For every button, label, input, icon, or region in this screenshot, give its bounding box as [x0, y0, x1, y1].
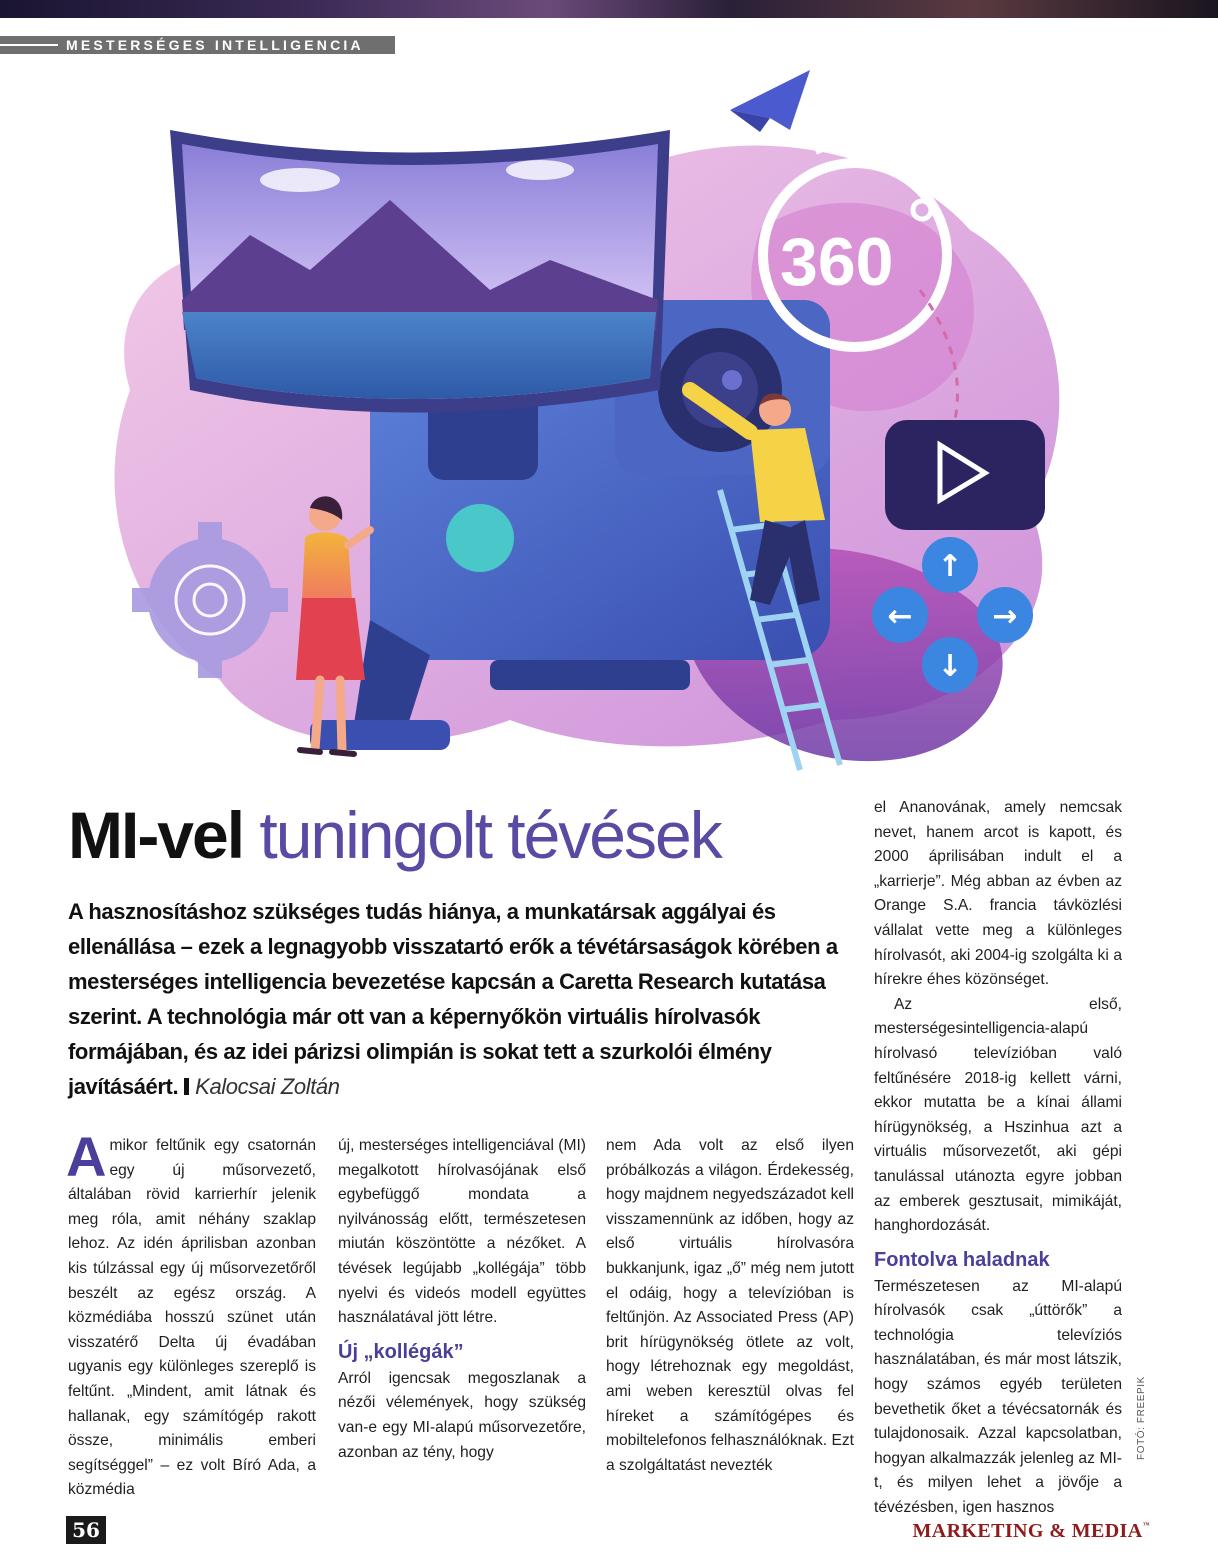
body-column-4: [874, 796, 1122, 1521]
brand-trademark: ™: [1142, 1521, 1150, 1529]
body-column-3: [606, 1134, 854, 1478]
col2-paragraph-1: új, mesterséges intelligenciával (MI) megalkotott hírolvasójának első egybefüggő mondata a nyilvánosság előtt, természetesen miután köszöntötte a nézőket. A tévések legújabb „kollégája” több nyelvi és videós modell együttes használatával jött létre.: [338, 1137, 586, 1327]
subheading-fontolva-haladnak: Fontolva haladnak: [874, 1248, 1050, 1271]
body-column-1: [66, 1125, 316, 1503]
col2-paragraph-2: Arról igencsak megoszlanak a nézői vélemények, hogy szükség van-e egy MI-alapú műsorvezetőre, azonban az tény, hogy: [338, 1369, 586, 1461]
page-number: 56: [66, 1516, 106, 1544]
section-label: MESTERSÉGES INTELLIGENCIA: [66, 37, 364, 53]
hero-illustration: [70, 60, 1150, 780]
lead-paragraph: [68, 894, 844, 1104]
badge-360: 360: [780, 224, 894, 300]
drop-cap: A: [66, 1125, 107, 1188]
col4-paragraph-2: Az első, mesterségesintelligencia-alapú hírolvasó televízióban való feltűnésére 2018-ig kellett várni, ekkor mutatta be a kínai állami hírügynökség, a Hszinhua azt a virtuális műsorvezetőt, aki gépi tanulással utánozta egyre jobban az emberek gesztusait, mimikáját, hanghordozását.: [874, 995, 1122, 1235]
body-column-2: [338, 1134, 586, 1465]
svg-text:←: ←: [887, 599, 913, 634]
byline-separator: [184, 1078, 189, 1095]
headline-light: tuningolt tévések: [259, 798, 721, 872]
svg-text:↑: ↑: [937, 549, 963, 584]
section-bar: [0, 36, 395, 54]
top-photo-strip: [0, 0, 1218, 18]
author-name: Kalocsai Zoltán: [195, 1074, 340, 1099]
brand-name: MARKETING & MEDIA: [912, 1520, 1143, 1542]
col4-paragraph-1: el Ananovának, amely nemcsak nevet, hanem arcot is kapott, és 2000 áprilisában indult el a „karrierje”. Még abban az évben az Orange S.A. francia távközlési vállalat vette meg a különleges hírolvasót, aki 2004-ig szolgálta ki a hírekre éhes közönséget.: [874, 799, 1122, 989]
col1-paragraph: mikor feltűnik egy csatornán egy új műsorvezető, általában rövid karrierhír jelenik meg róla, amit néhány szaklap lehoz. Az idén áprilisban azonban kis túlzással egy új műsorvezetőről beszélt az egész ország. A közmédiába hosszú szünet után visszatérő Delta új évadában ugyanis egy különleges szereplő is feltűnt. „Mindent, amit látnak és hallanak, egy számítógép rakott össze, minimális emberi segítséggel” – ez volt Bíró Ada, a közmédia: [68, 1137, 316, 1499]
subheading-uj-kollegak: Új „kollégák”: [338, 1340, 464, 1363]
col4-paragraph-3: Természetesen az MI-alapú hírolvasók csak „úttörők” a technológia televíziós használatában, és már most látszik, hogy számos egyéb területen bevethetik őket a tévécsatornák és tulajdonosaik. Azzal kapcsolatban, hogyan alkalmazzák jelenleg az MI-t, és milyen lehet a jövője a tévézésben, igen hasznos: [874, 1277, 1122, 1517]
photo-credit: FOTÓ: FREEPIK: [1136, 1376, 1147, 1460]
svg-text:→: →: [992, 599, 1018, 634]
headline: [68, 790, 721, 880]
svg-text:↓: ↓: [937, 649, 963, 684]
lead-text: A hasznosításhoz szükséges tudás hiánya, a munkatársak aggályai és ellenállása – ezek a legnagyobb visszatartó erők a tévétársaságok körében a mesterséges intelligencia bevezetése kapcsán a Caretta Research kutatása szerint. A technológia már ott van a képernyőkön virtuális hírolvasók formájában, és az idei párizsi olimpián is sokat tett a szurkolói élmény javításáért.: [68, 899, 838, 1099]
col3-paragraph: nem Ada volt az első ilyen próbálkozás a világon. Érdekesség, hogy majdnem negyedszázadot kell visszamennünk az időben, hogy az első virtuális hírolvasóra bukkanjunk, igaz „ő” még nem jutott el odáig, hogy a televízióban is feltűnjön. Az Associated Press (AP) brit hírügynökség ötlete az volt, hogy létrehoznak egy megoldást, ami weben keresztül olvas fel híreket a számítógépes és mobiltelefonos felhasználóknak. Ezt a szolgáltatást nevezték: [606, 1137, 854, 1474]
headline-strong: MI-vel: [68, 798, 244, 872]
brand-logo: [912, 1520, 1150, 1543]
